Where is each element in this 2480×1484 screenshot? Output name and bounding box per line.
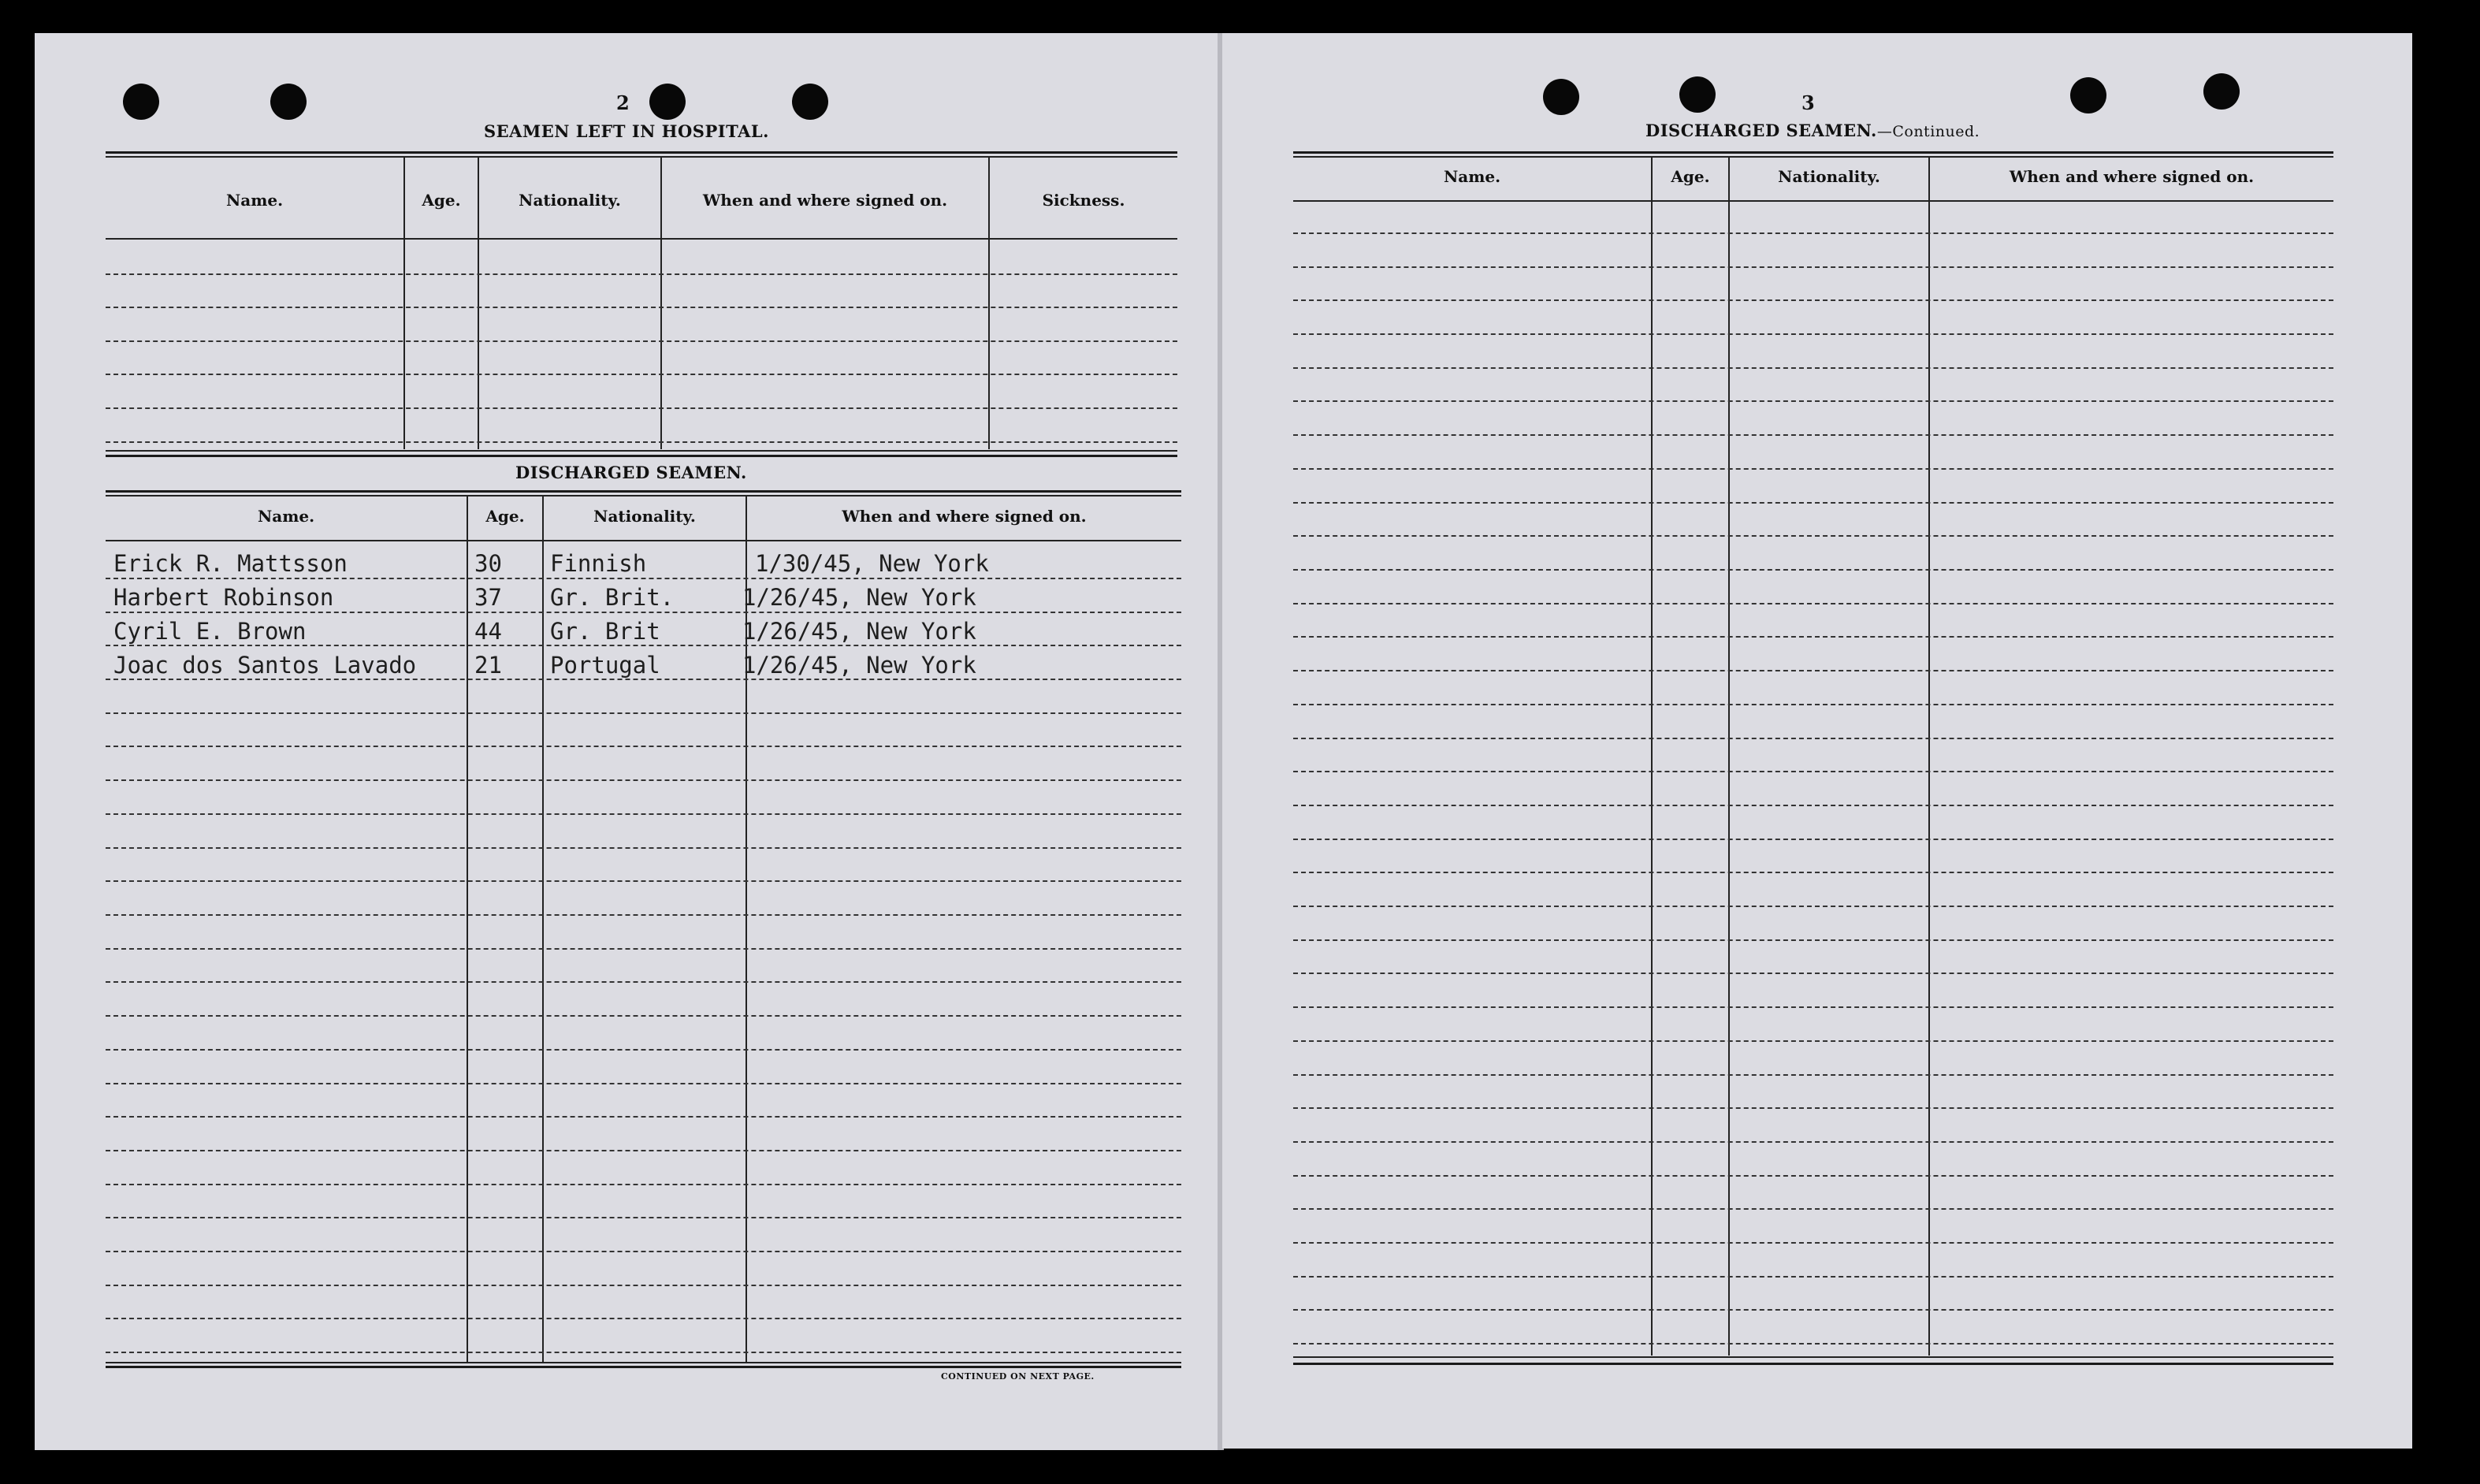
punch-hole bbox=[2070, 77, 2106, 113]
ruled-line bbox=[106, 1184, 1181, 1185]
row2-nationality: Gr. Brit. bbox=[550, 584, 675, 611]
ruled-line bbox=[1293, 1175, 2333, 1177]
ruled-line bbox=[1293, 1242, 2333, 1244]
ruled-line bbox=[106, 1116, 1181, 1118]
row4-nationality: Portugal bbox=[550, 652, 660, 679]
ruled-line bbox=[1293, 535, 2333, 537]
ruled-line bbox=[1293, 266, 2333, 268]
hospital-table bbox=[106, 151, 1177, 455]
ruled-line bbox=[106, 948, 1181, 950]
col-header-nationality: Nationality. bbox=[593, 507, 696, 526]
section-title bbox=[1645, 121, 1980, 140]
ruled-line bbox=[1293, 1309, 2333, 1311]
row2-signed-on: 1/26/45, New York bbox=[742, 584, 976, 611]
ruled-line bbox=[1293, 872, 2333, 873]
ruled-line bbox=[1293, 400, 2333, 402]
ruled-line bbox=[1293, 839, 2333, 840]
ruled-line bbox=[1293, 805, 2333, 806]
row1-name: Erick R. Mattsson bbox=[113, 550, 348, 577]
discharged-table bbox=[106, 490, 1181, 1369]
ruled-line bbox=[106, 1049, 1181, 1051]
ruled-line bbox=[106, 1150, 1181, 1151]
ruled-line bbox=[106, 1251, 1181, 1252]
discharged-continued-table bbox=[1293, 151, 2333, 1369]
punch-hole bbox=[792, 84, 828, 120]
row1-age: 30 bbox=[474, 550, 502, 577]
ruled-line bbox=[1293, 1276, 2333, 1278]
punch-hole bbox=[1679, 76, 1716, 113]
ruled-line bbox=[1293, 569, 2333, 571]
ruled-line bbox=[106, 1352, 1181, 1353]
ruled-line bbox=[106, 1285, 1181, 1286]
col-header-name: Name. bbox=[225, 191, 284, 210]
row2-age: 37 bbox=[474, 584, 502, 611]
ruled-line bbox=[1293, 603, 2333, 604]
ruled-line bbox=[106, 712, 1181, 714]
col-header-age: Age. bbox=[485, 507, 525, 526]
ruled-line bbox=[1293, 939, 2333, 941]
ruled-line bbox=[106, 679, 1181, 680]
page-number: 2 bbox=[616, 91, 630, 114]
discharged-section-title: DISCHARGED SEAMEN. bbox=[515, 463, 747, 482]
left-page bbox=[35, 33, 1219, 1450]
hospital-section-title: SEAMEN LEFT IN HOSPITAL. bbox=[484, 121, 769, 141]
ruled-line bbox=[1293, 636, 2333, 638]
ruled-line bbox=[1293, 1208, 2333, 1210]
ruled-line bbox=[1293, 1074, 2333, 1076]
row3-nationality: Gr. Brit bbox=[550, 618, 660, 645]
col-header-signed-on: When and where signed on. bbox=[842, 507, 1087, 526]
ruled-line bbox=[106, 813, 1181, 815]
row3-age: 44 bbox=[474, 618, 502, 645]
row1-signed-on: 1/30/45, New York bbox=[755, 550, 989, 577]
ruled-line bbox=[1293, 771, 2333, 772]
right-page bbox=[1222, 33, 2412, 1449]
ruled-line bbox=[1293, 299, 2333, 301]
col-header-name: Name. bbox=[257, 507, 315, 526]
col-header-age: Age. bbox=[1671, 167, 1710, 186]
ruled-line bbox=[106, 880, 1181, 882]
ruled-line bbox=[106, 981, 1181, 983]
col-header-nationality: Nationality. bbox=[1778, 167, 1880, 186]
ruled-line bbox=[1293, 333, 2333, 335]
ruled-line bbox=[1293, 738, 2333, 739]
col-header-signed-on: When and where signed on. bbox=[702, 191, 948, 210]
ruled-line bbox=[106, 612, 1181, 613]
ruled-line bbox=[106, 914, 1181, 916]
punch-hole bbox=[123, 84, 159, 120]
section-title-suffix: —Continued. bbox=[1876, 123, 1980, 140]
ruled-line bbox=[1293, 670, 2333, 671]
ruled-line bbox=[1293, 468, 2333, 470]
ruled-line bbox=[1293, 1343, 2333, 1345]
col-header-nationality: Nationality. bbox=[519, 191, 621, 210]
ruled-line bbox=[1293, 906, 2333, 907]
ruled-line bbox=[1293, 502, 2333, 504]
punch-hole bbox=[2203, 73, 2240, 110]
punch-hole bbox=[1543, 79, 1579, 115]
ruled-line bbox=[106, 1217, 1181, 1218]
ruled-line bbox=[1293, 434, 2333, 436]
ruled-line bbox=[106, 1318, 1181, 1319]
row3-name: Cyril E. Brown bbox=[113, 618, 307, 645]
ruled-line bbox=[106, 847, 1181, 849]
ruled-line bbox=[1293, 1040, 2333, 1042]
ruled-line bbox=[106, 645, 1181, 646]
col-header-age: Age. bbox=[422, 191, 461, 210]
ruled-line bbox=[1293, 973, 2333, 974]
ruled-line bbox=[106, 1083, 1181, 1084]
ruled-line bbox=[106, 779, 1181, 781]
row2-name: Harbert Robinson bbox=[113, 584, 334, 611]
ruled-line bbox=[1293, 1107, 2333, 1109]
ruled-line bbox=[1293, 367, 2333, 369]
ruled-line bbox=[1293, 1141, 2333, 1143]
ruled-line bbox=[106, 746, 1181, 747]
row4-name: Joac dos Santos Lavado bbox=[113, 652, 417, 679]
punch-hole bbox=[649, 84, 686, 120]
ruled-line bbox=[1293, 704, 2333, 705]
ruled-line bbox=[1293, 1006, 2333, 1008]
page-number: 3 bbox=[1801, 91, 1815, 114]
col-header-name: Name. bbox=[1443, 167, 1501, 186]
row4-signed-on: 1/26/45, New York bbox=[742, 652, 976, 679]
col-header-signed-on: When and where signed on. bbox=[2009, 167, 2255, 186]
ruled-line bbox=[106, 1015, 1181, 1017]
punch-hole bbox=[270, 84, 307, 120]
col-header-sickness: Sickness. bbox=[1042, 191, 1125, 210]
ruled-line bbox=[106, 578, 1181, 579]
ruled-line bbox=[1293, 232, 2333, 234]
section-title-main: DISCHARGED SEAMEN. bbox=[1645, 121, 1877, 140]
row4-age: 21 bbox=[474, 652, 502, 679]
row3-signed-on: 1/26/45, New York bbox=[742, 618, 976, 645]
continued-note: CONTINUED ON NEXT PAGE. bbox=[941, 1371, 1095, 1382]
row1-nationality: Finnish bbox=[550, 550, 647, 577]
